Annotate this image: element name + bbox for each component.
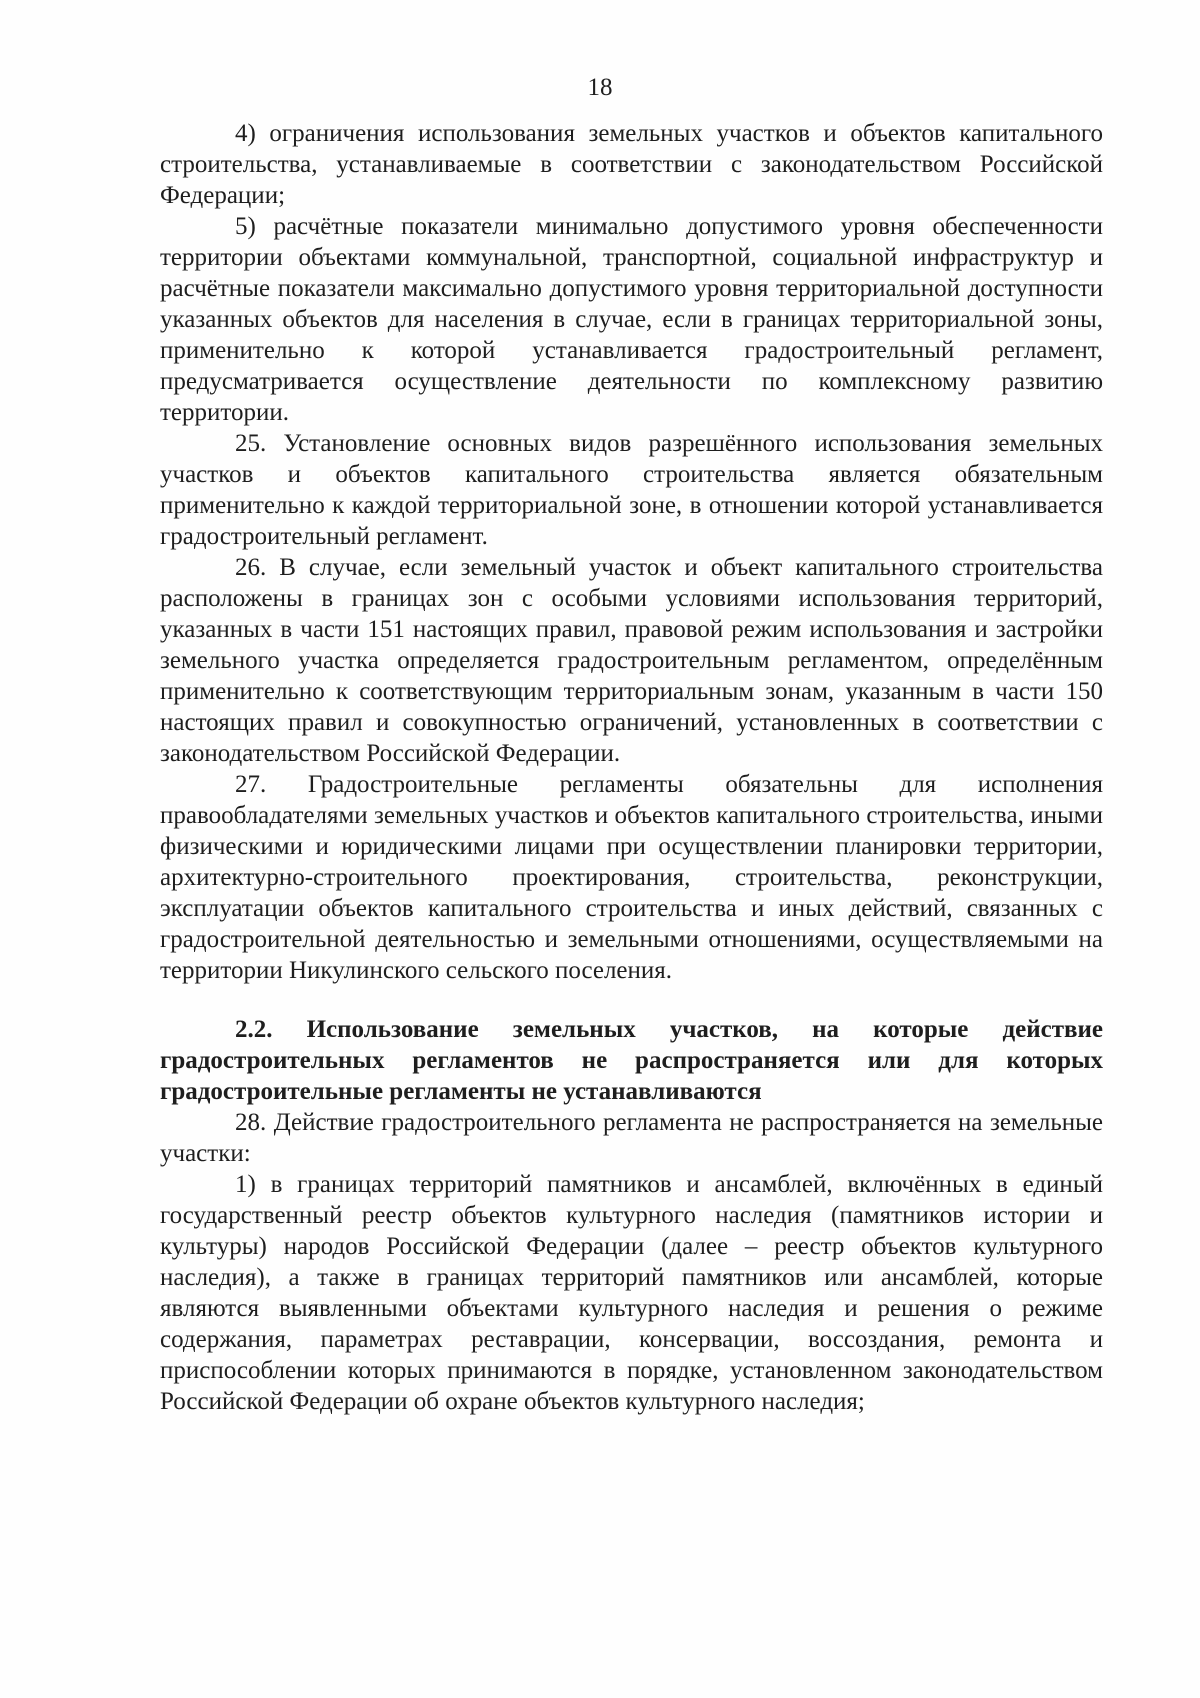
section-spacer — [160, 986, 1103, 1014]
clause-26: 26. В случае, если земельный участок и объект капитального строительства расположены в границах зон с особыми условиями использования территорий, указанных в части 151 настоящих правил, правовой режим использования и застройки земельного участка определяется градостроительным регламентом, определённым применительно к соответствующим территориальным зонам, указанным в части 150 настоящих правил и совокупностью ограничений, установленных в соответствии с законодательством Российской Федерации. — [160, 554, 1103, 767]
clause-28: 28. Действие градостроительного регламента не распространяется на земельные участки: — [160, 1109, 1103, 1167]
clause-28-item-1: 1) в границах территорий памятников и ансамблей, включённых в единый государственный реестр объектов культурного наследия (памятников истории и культуры) народов Российской Федерации (далее – реестр объектов культурного наследия), а также в границах территорий памятников или ансамблей, которые являются выявленными объектами культурного наследия и решения о режиме содержания, параметрах реставрации, консервации, воссоздания, ремонта и приспособлении которых принимаются в порядке, установленном законодательством Российской Федерации об охране объектов культурного наследия; — [160, 1171, 1103, 1415]
list-item-4: 4) ограничения использования земельных участков и объектов капитального строительства, устанавливаемые в соответствии с законодательством Российской Федерации; — [160, 120, 1103, 209]
clause-25: 25. Установление основных видов разрешённого использования земельных участков и объектов капитального строительства является обязательным применительно к каждой территориальной зоне, в отношении которой устанавливается градостроительный регламент. — [160, 430, 1103, 550]
page-number: 18 — [587, 74, 613, 101]
section-heading: 2.2. Использование земельных участков, на которые действие градостроительных регламентов не распространяется или для которых градостроительные регламенты не устанавливаются — [160, 1016, 1103, 1105]
document-body — [160, 118, 1103, 1417]
list-item-5: 5) расчётные показатели минимально допустимого уровня обеспеченности территории объектами коммунальной, транспортной, социальной инфраструктур и расчётные показатели максимально допустимого уровня территориальной доступности указанных объектов для населения в случае, если в границах территориальной зоны, применительно к которой устанавливается градостроительный регламент, предусматривается осуществление деятельности по комплексному развитию территории. — [160, 213, 1103, 426]
clause-27: 27. Градостроительные регламенты обязательны для исполнения правообладателями земельных участков и объектов капитального строительства, иными физическими и юридическими лицами при осуществлении планировки территории, архитектурно-строительного проектирования, строительства, реконструкции, эксплуатации объектов капитального строительства и иных действий, связанных с градостроительной деятельностью и земельными отношениями, осуществляемыми на территории Никулинского сельского поселения. — [160, 771, 1103, 984]
